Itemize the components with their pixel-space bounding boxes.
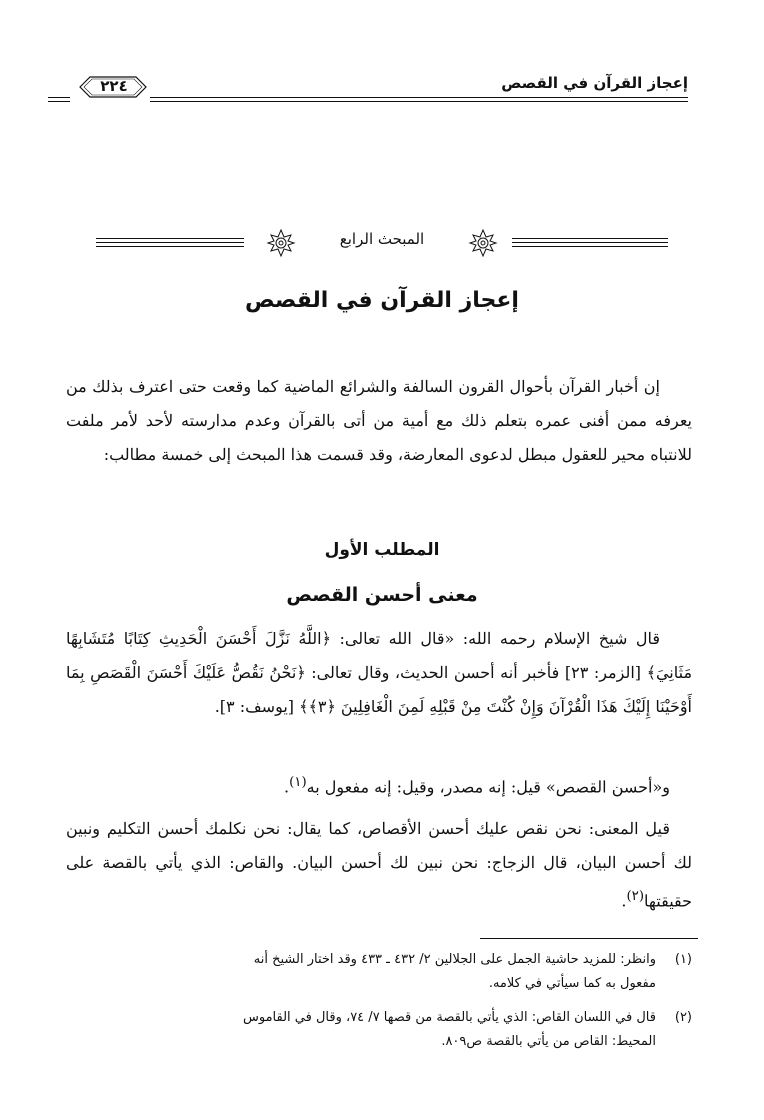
quote-middle: [الزمر: ٢٣] فأخبر أنه أحسن الحديث، وقال تعالى:	[305, 663, 647, 682]
quran-verse-zumar: ﴿اللَّهُ نَزَّلَ أَحْسَنَ الْحَدِيثِ كِتَابًا مُتَشَابِهًا مَثَانِيَ﴾	[66, 629, 693, 682]
banner-rule-right-2	[512, 242, 668, 243]
grammar-paragraph	[66, 766, 692, 804]
intro-paragraph: إن أخبار القرآن بأحوال القرون السالفة والشرائع الماضية كما وقعت حتى اعترف بذلك من يعرفه ممن أفنى عمره بتعلم ذلك مع أمية من أتى بالقرآن وعدم مدارسته لأحد لأمر ملفت للانتباه محير للعقول مبطل لدعوى المعارضة، وقد قسمت هذا المبحث إلى خمسة مطالب:	[66, 377, 692, 464]
banner-rule-right-3	[512, 246, 668, 247]
footnote-text: مفعول به كما سيأتي في كلامه.	[488, 976, 656, 991]
footnote-number: (٢)	[674, 1010, 692, 1025]
banner-rule-left-1	[96, 238, 244, 239]
footnote-2	[66, 1006, 692, 1054]
page-number-frame	[78, 74, 148, 100]
footnote-text: وانظر: للمزيد حاشية الجمل على الجلالين ٢/ ٤٣٢ ـ ٤٣٣ وقد اختار الشيخ أنه	[253, 952, 656, 967]
footnote-text: المحيط: القاص من يأتي بالقصة ص٨٠٩.	[441, 1034, 656, 1049]
banner-rule-left-3	[96, 246, 244, 247]
header-rule-left-bottom	[48, 101, 70, 102]
page-number: ٢٢٤	[100, 77, 128, 95]
footnote-text: قال في اللسان القاص: الذي يأتي بالقصة من قصها ٧/ ٧٤، وقال في القاموس	[243, 1010, 656, 1025]
grammar-text: و«أحسن القصص» قيل: إنه مصدر، وقيل: إنه مفعول به	[306, 777, 670, 797]
meaning-paragraph	[66, 812, 692, 918]
running-header	[68, 64, 688, 108]
section-banner	[96, 228, 668, 260]
header-rule-bottom	[150, 101, 688, 102]
quote-paragraph	[66, 622, 692, 724]
banner-rule-right-1	[512, 238, 668, 239]
banner-rule-left-2	[96, 242, 244, 243]
footnote-1	[66, 948, 692, 996]
rosette-ornament-icon	[266, 228, 296, 258]
grammar-end: .	[283, 777, 290, 797]
quote-tail: [يوسف: ٣].	[214, 697, 300, 716]
quote-lead: قال شيخ الإسلام رحمه الله: «قال الله تعالى:	[330, 629, 661, 648]
footnote-number: (١)	[674, 952, 692, 967]
footnote-separator	[480, 938, 698, 939]
header-rule-left-top	[48, 97, 70, 98]
running-title: إعجاز القرآن في القصص	[501, 74, 688, 92]
quran-verse-yusuf: ﴿نَحْنُ نَقُصُّ عَلَيْكَ أَحْسَنَ الْقَصَصِ بِمَا أَوْحَيْنَا إِلَيْكَ هَذَا الْقُرْآنَ وَإِنْ كُنْتَ مِنْ قَبْلِهِ لَمِنَ الْغَافِلِينَ ﴿٣﴾﴾	[66, 663, 692, 716]
meaning-text: قيل المعنى: نحن نقص عليك أحسن الأقصاص، كما يقال: نحن نكلمك أحسن التكليم ونبين لك أحسن البيان، قال الزجاج: نحن نبين لك أحسن البيان. والقاص: الذي يأتي بالقصة على حقيقتها	[66, 819, 692, 911]
footnote-ref-2[interactable]: (٢)	[626, 889, 645, 904]
rosette-ornament-icon	[468, 228, 498, 258]
subsection-label: المطلب الأول	[324, 540, 440, 560]
footnote-ref-1[interactable]: (١)	[289, 775, 307, 790]
header-rule-top	[150, 97, 688, 98]
banner-label: المبحث الرابع	[339, 230, 425, 248]
section-title: إعجاز القرآن في القصص	[245, 288, 519, 313]
subsection-title: معنى أحسن القصص	[286, 584, 478, 606]
meaning-end: .	[621, 891, 627, 911]
